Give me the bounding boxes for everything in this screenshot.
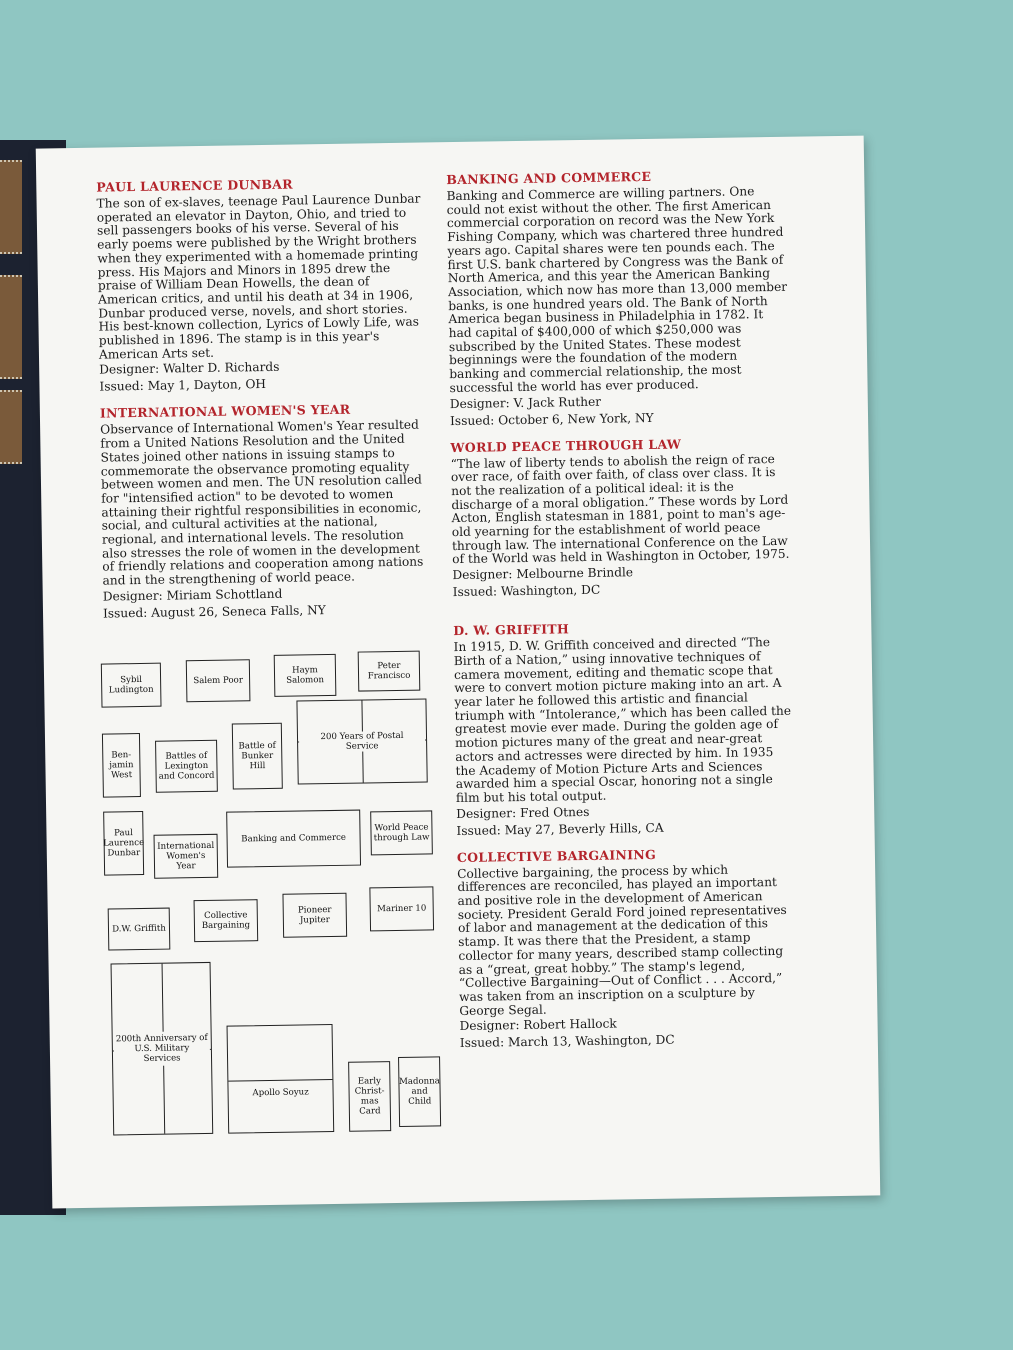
section-body: Collective bargaining, the process by which differences are reconciled, has played an important and positive role in the development of American society. President Gerald Ford joined representatives of labor and management at the dedication of this stamp. It was there that the President, a stamp collector for many years, described stamp collecting as a “great, great hobby.” The stamp's legend, “Collective Bargaining—Out of Conflict . . . Accord,” was taken from an inscription on a sculpture by George Segal. bbox=[457, 862, 787, 1018]
block-divider bbox=[228, 1079, 332, 1082]
stamp-slot-peter-francisco: Peter Francisco bbox=[358, 651, 421, 692]
stamp-strip bbox=[0, 390, 22, 464]
section-designer: Designer: Miriam Schottland bbox=[102, 586, 283, 604]
stamp-slot-haym-salomon: Haym Salomon bbox=[274, 654, 337, 697]
section-designer: Designer: V. Jack Ruther bbox=[449, 394, 602, 411]
section-heading: PAUL LAURENCE DUNBAR bbox=[96, 176, 294, 195]
stamp-slot-dunbar: Paul Laurence Dunbar bbox=[103, 811, 144, 876]
section-designer: Designer: Robert Hallock bbox=[459, 1016, 617, 1034]
stamp-slot-madonna-child: Madonna and Child bbox=[398, 1056, 441, 1127]
section-dunbar bbox=[96, 175, 424, 397]
section-issued: Issued: May 27, Beverly Hills, CA bbox=[456, 820, 664, 838]
section-banking bbox=[446, 167, 790, 430]
stamp-layout-diagram bbox=[96, 648, 449, 1143]
stamp-slot-banking-commerce: Banking and Commerce bbox=[226, 810, 361, 868]
section-issued: Issued: May 1, Dayton, OH bbox=[99, 377, 267, 395]
stamp-slot-sybil-ludington: Sybil Ludington bbox=[101, 663, 162, 708]
section-griffith bbox=[453, 618, 796, 840]
section-body: The son of ex-slaves, teenage Paul Laurence Dunbar operated an elevator in Dayton, Ohio, and tried to sell passengers books of his verse. Several of his early poems were published by the Wright brothers when they experimented with a homemade printing press. His Majors and Minors in 1895 drew the praise of William Dean Howells, the dean of American critics, and until his death at 34 in 1906, Dunbar produced verse, novels, and short stories. His best-known collection, Lyrics of Lowly Life, was published in 1896. The stamp is in this year's American Arts set. bbox=[96, 191, 421, 362]
right-column bbox=[446, 167, 800, 1063]
section-designer: Designer: Fred Otnes bbox=[456, 804, 590, 821]
section-issued: Issued: October 6, New York, NY bbox=[449, 410, 654, 428]
stamp-slot-pioneer-jupiter: Pioneer Jupiter bbox=[282, 893, 347, 938]
stamp-slot-griffith: D.W. Griffith bbox=[108, 908, 171, 951]
section-body: In 1915, D. W. Griffith conceived and directed “The Birth of a Nation,” using innovative techniques of camera movement, editing and thematic scope that were to convert motion picture making into an art. A year later he followed this artistic and financial triumph with “Intolerance,” which has been called the greatest movie ever made. During the golden age of motion pictures many of the great and near-great actors and actresses were directed by him. In 1935 the Academy of Motion Picture Arts and Sciences awarded him a special Oscar, honoring not a single film but his total output. bbox=[453, 635, 792, 805]
stamp-strip bbox=[0, 275, 22, 379]
stamp-slot-bunker-hill: Battle of Bunker Hill bbox=[232, 723, 283, 790]
section-issued: Issued: March 13, Washington, DC bbox=[459, 1032, 675, 1051]
stamp-slot-apollo-soyuz bbox=[227, 1024, 335, 1134]
section-issued: Issued: August 26, Seneca Falls, NY bbox=[102, 602, 326, 621]
section-world-peace bbox=[450, 434, 792, 601]
stamp-slot-early-christmas-card: Early Christ-mas Card bbox=[348, 1061, 391, 1132]
section-heading: BANKING AND COMMERCE bbox=[446, 168, 652, 188]
stamp-slot-benjamin-west: Ben-jamin West bbox=[102, 733, 141, 798]
stamp-slot-world-peace: World Peace through Law bbox=[370, 810, 433, 855]
stamp-slot-lexington-concord: Battles of Lexington and Concord bbox=[155, 740, 218, 793]
stamp-slot-collective-bargaining: Collective Bargaining bbox=[194, 899, 259, 942]
section-heading: INTERNATIONAL WOMEN'S YEAR bbox=[99, 402, 351, 422]
stamp-slot-mariner-10: Mariner 10 bbox=[369, 886, 434, 931]
section-collective-bargaining bbox=[457, 844, 800, 1052]
section-designer: Designer: Walter D. Richards bbox=[99, 360, 280, 378]
stamp-slot-label: 200 Years of Postal Service bbox=[299, 731, 425, 753]
section-designer: Designer: Melbourne Brindle bbox=[452, 565, 634, 583]
section-womens-year bbox=[100, 401, 428, 623]
section-heading: WORLD PEACE THROUGH LAW bbox=[450, 436, 682, 455]
section-body: Banking and Commerce are willing partners. One could not exist without the other. The first American commercial corporation on record was the New York Fishing Company, which was chartered three hundred years ago. Capital shares were ten pounds each. The first U.S. bank chartered by Congress was the Bank of North America, and this year the American Banking Association, which now has more than 13,000 member banks, is one hundred years old. The Bank of North America began business in Philadelphia in 1782. It had capital of $400,000 of which $250,000 was subscribed by the United States. These modest beginnings were the foundation of the modern banking and commercial relationship, the most successful the world has ever produced. bbox=[446, 184, 788, 395]
left-column bbox=[96, 175, 428, 633]
stamp-slot-label: Apollo Soyuz bbox=[252, 1087, 309, 1099]
stamp-slot-postal-service bbox=[296, 698, 427, 784]
section-heading: COLLECTIVE BARGAINING bbox=[456, 846, 657, 865]
stamp-strip bbox=[0, 160, 22, 254]
section-heading: D. W. GRIFFITH bbox=[453, 621, 570, 639]
section-body: Observance of International Women's Year resulted from a United Nations Resolution and the United States joined other nations in issuing stamps to commemorate the observance promoting equality between women and men. The UN resolution called for "intensified action" to be devoted to women attaining their rightful responsibilities in economic, social, and cultural activities at the national, regional, and international levels. The resolution also stresses the role of women in the development of friendly relations and cooperation among nations and in the strengthening of world peace. bbox=[100, 418, 424, 588]
section-issued: Issued: Washington, DC bbox=[452, 582, 601, 600]
section-body: “The law of liberty tends to abolish the reign of race over race, of faith over faith, of class over class. It is not the realization of a political ideal: it is the discharge of a moral obligation.” These words by Lord Acton, English statesman in 1881, point to man's age-old yearning for the establishment of world peace through law. The international Conference on the Law of the World was held in Washington in October, 1975. bbox=[450, 451, 790, 567]
stamp-slot-label: 200th Anniversary of U.S. Military Services bbox=[114, 1031, 211, 1067]
stamp-slot-military-services bbox=[111, 962, 214, 1136]
stamp-slot-salem-poor: Salem Poor bbox=[186, 659, 251, 702]
album-page bbox=[36, 136, 881, 1209]
stamp-slot-womens-year: International Women's Year bbox=[154, 834, 219, 879]
